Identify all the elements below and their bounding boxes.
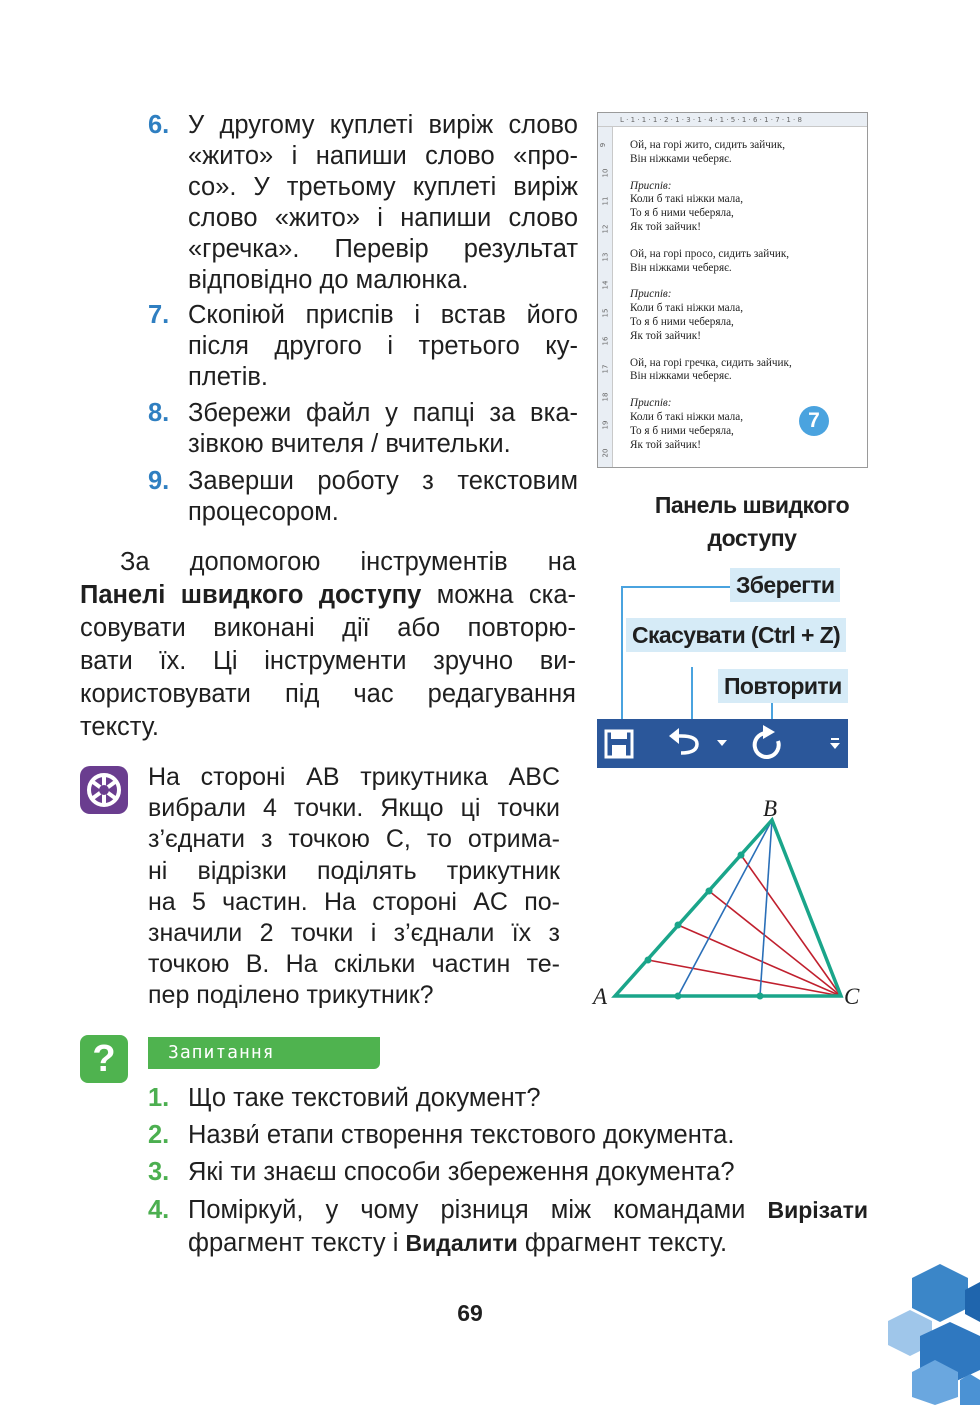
song-text [630, 139, 855, 452]
step-line: Збережи файл у папці за вка- [188, 399, 578, 427]
step-number: 6. [148, 111, 170, 139]
panel-title [612, 489, 892, 555]
save-icon[interactable] [606, 731, 632, 757]
customize-icon[interactable] [830, 738, 840, 749]
step-line: плетів. [188, 363, 268, 391]
verse-line: Ой, на горі просо, сидить зайчик, [630, 247, 790, 260]
questions-header: Запитання [148, 1037, 380, 1069]
step-line: «гречка». Перевір результат [188, 235, 578, 263]
question-2 [148, 1119, 868, 1152]
vertex-c-label: C [844, 984, 860, 1009]
step-line: У другому куплеті виріж слово [188, 111, 578, 139]
ruler-mark: 10 [601, 168, 610, 178]
step-8 [148, 398, 578, 460]
question-number: 1. [148, 1084, 170, 1112]
verse-line: Він ніжками чеберяє. [630, 370, 732, 383]
vertex-b-label: B [763, 796, 778, 821]
ruler-mark: 18 [601, 392, 610, 402]
ruler-mark: 19 [601, 420, 610, 430]
puzzle-icon [80, 766, 128, 814]
puzzle-line: на 5 частин. На стороні AC по- [148, 887, 560, 916]
paragraph-line: За допомогою інструментів на [120, 548, 576, 576]
ruler-mark: 13 [601, 252, 610, 262]
ruler-mark: 17 [601, 364, 610, 374]
question-line [188, 1227, 868, 1260]
ruler-mark: 14 [601, 280, 610, 290]
puzzle-line: пер поділено трикутник? [148, 981, 434, 1010]
verse-line: То я б ними чеберяла, [630, 207, 734, 220]
verse-line: Як той зайчик! [630, 329, 701, 342]
verse-line: Коли б такі ніжки мала, [630, 302, 743, 315]
question-number: 4. [148, 1196, 170, 1224]
chorus-label: Приспів: [630, 397, 672, 410]
quick-access-toolbar [597, 719, 848, 768]
horizontal-ruler: L · 1 · 1 · 1 · 2 · 1 · 3 · 1 · 4 · 1 · 5 · 1 · 6 · 1 · 7 · 1 · 8 [598, 113, 867, 127]
question-number: 2. [148, 1121, 170, 1149]
triangle-diagram [585, 790, 875, 1020]
step-line: зівкою вчителя / вчительки. [188, 430, 511, 458]
question-line [188, 1194, 868, 1227]
question-text: Що таке текстовий документ? [188, 1084, 541, 1112]
verse-line: Як той зайчик! [630, 438, 701, 451]
question-text: Поміркуй, у чому різниця між командами [188, 1196, 768, 1224]
verse-line: Ой, на горі гречка, сидить зайчик, [630, 356, 792, 369]
dropdown-icon[interactable] [717, 740, 727, 746]
question-4 [148, 1194, 868, 1260]
question-text: Назви́ етапи створення текстового документа. [188, 1121, 735, 1149]
verse-line: Як той зайчик! [630, 220, 701, 233]
command-cut: Вирізати [767, 1197, 868, 1223]
question-number: 3. [148, 1158, 170, 1186]
ruler-mark: 20 [601, 448, 610, 458]
verse-line: Він ніжками чеберяє. [630, 152, 732, 165]
puzzle-line: значили 2 точки і з’єднали їх з [148, 919, 560, 948]
ruler-mark: 16 [601, 336, 610, 346]
question-3 [148, 1156, 868, 1189]
quick-access-paragraph [80, 546, 576, 744]
panel-title-line: доступу [707, 525, 797, 551]
redo-label: Повторити [718, 669, 848, 703]
paragraph-line: вати їх. Ці інструменти зручно ви- [80, 647, 576, 675]
step-badge: 7 [799, 406, 829, 436]
paragraph-line: совувати виконані дії або повторю- [80, 614, 576, 642]
paragraph-line: користовувати під час редагування [80, 680, 576, 708]
question-1 [148, 1082, 868, 1115]
puzzle-line: вибрали 4 точки. Якщо ці точки [148, 794, 560, 823]
step-7 [148, 300, 578, 393]
question-icon: ? [80, 1035, 128, 1083]
save-label: Зберегти [730, 568, 840, 602]
vertical-ruler [598, 127, 613, 467]
hexagon-decoration [880, 1262, 980, 1405]
step-line: со». У третьому куплеті виріж [188, 173, 578, 201]
panel-title-line: Панель швидкого [654, 492, 850, 518]
puzzle-line: з’єднати з точкою C, то отрима- [148, 825, 560, 854]
puzzle-line: ні відрізки поділять трикутник [148, 856, 560, 885]
verse-line: То я б ними чеберяла, [630, 315, 734, 328]
vertex-a-label: A [593, 984, 608, 1009]
step-line: після другого і третього ку- [188, 332, 578, 360]
step-line: «жито» і напиши слово «про- [188, 142, 578, 170]
ruler-mark: 15 [601, 308, 610, 318]
step-6 [148, 110, 578, 296]
command-delete: Видалити [405, 1230, 518, 1256]
verse-line: Коли б такі ніжки мала, [630, 193, 743, 206]
paragraph-text: можна ска- [421, 581, 577, 609]
undo-label: Скасувати (Ctrl + Z) [626, 618, 846, 652]
redo-icon[interactable] [755, 725, 779, 757]
ruler-mark: 12 [601, 224, 610, 234]
verse-line: Коли б такі ніжки мала, [630, 410, 743, 423]
chorus-label: Приспів: [630, 179, 672, 192]
step-line: Заверши роботу з текстовим [188, 467, 578, 495]
ruler-mark: 11 [601, 196, 610, 206]
chorus-label: Приспів: [630, 288, 672, 301]
verse-line: Ой, на горі жито, сидить зайчик, [630, 139, 786, 151]
verse-line: Він ніжками чеберяє. [630, 261, 732, 274]
page-number: 69 [457, 1300, 483, 1326]
question-text: фрагмент тексту. [517, 1229, 728, 1257]
step-9 [148, 466, 578, 528]
step-line: процесором. [188, 498, 339, 526]
step-line: Скопіюй приспів і встав його [188, 301, 578, 329]
puzzle-text [148, 762, 560, 1012]
question-text: фрагмент тексту і [188, 1229, 406, 1257]
puzzle-line: точкою B. На скільки частин те- [148, 950, 560, 979]
step-line: відповідно до малюнка. [188, 266, 469, 294]
step-number: 9. [148, 467, 170, 495]
ruler-mark: 9 [599, 142, 608, 148]
step-line: слово «жито» і напиши слово [188, 204, 578, 232]
paragraph-line: тексту. [80, 713, 160, 741]
undo-icon[interactable] [669, 728, 697, 753]
paragraph-bold-term: Панелі швидкого доступу [80, 581, 422, 609]
step-number: 8. [148, 399, 170, 427]
verse-line: То я б ними чеберяла, [630, 424, 734, 437]
paragraph-line [80, 579, 576, 612]
question-text: Які ти знаєш способи збереження документа? [188, 1158, 735, 1186]
step-number: 7. [148, 301, 170, 329]
puzzle-line: На стороні AB трикутника ABC [148, 763, 560, 791]
